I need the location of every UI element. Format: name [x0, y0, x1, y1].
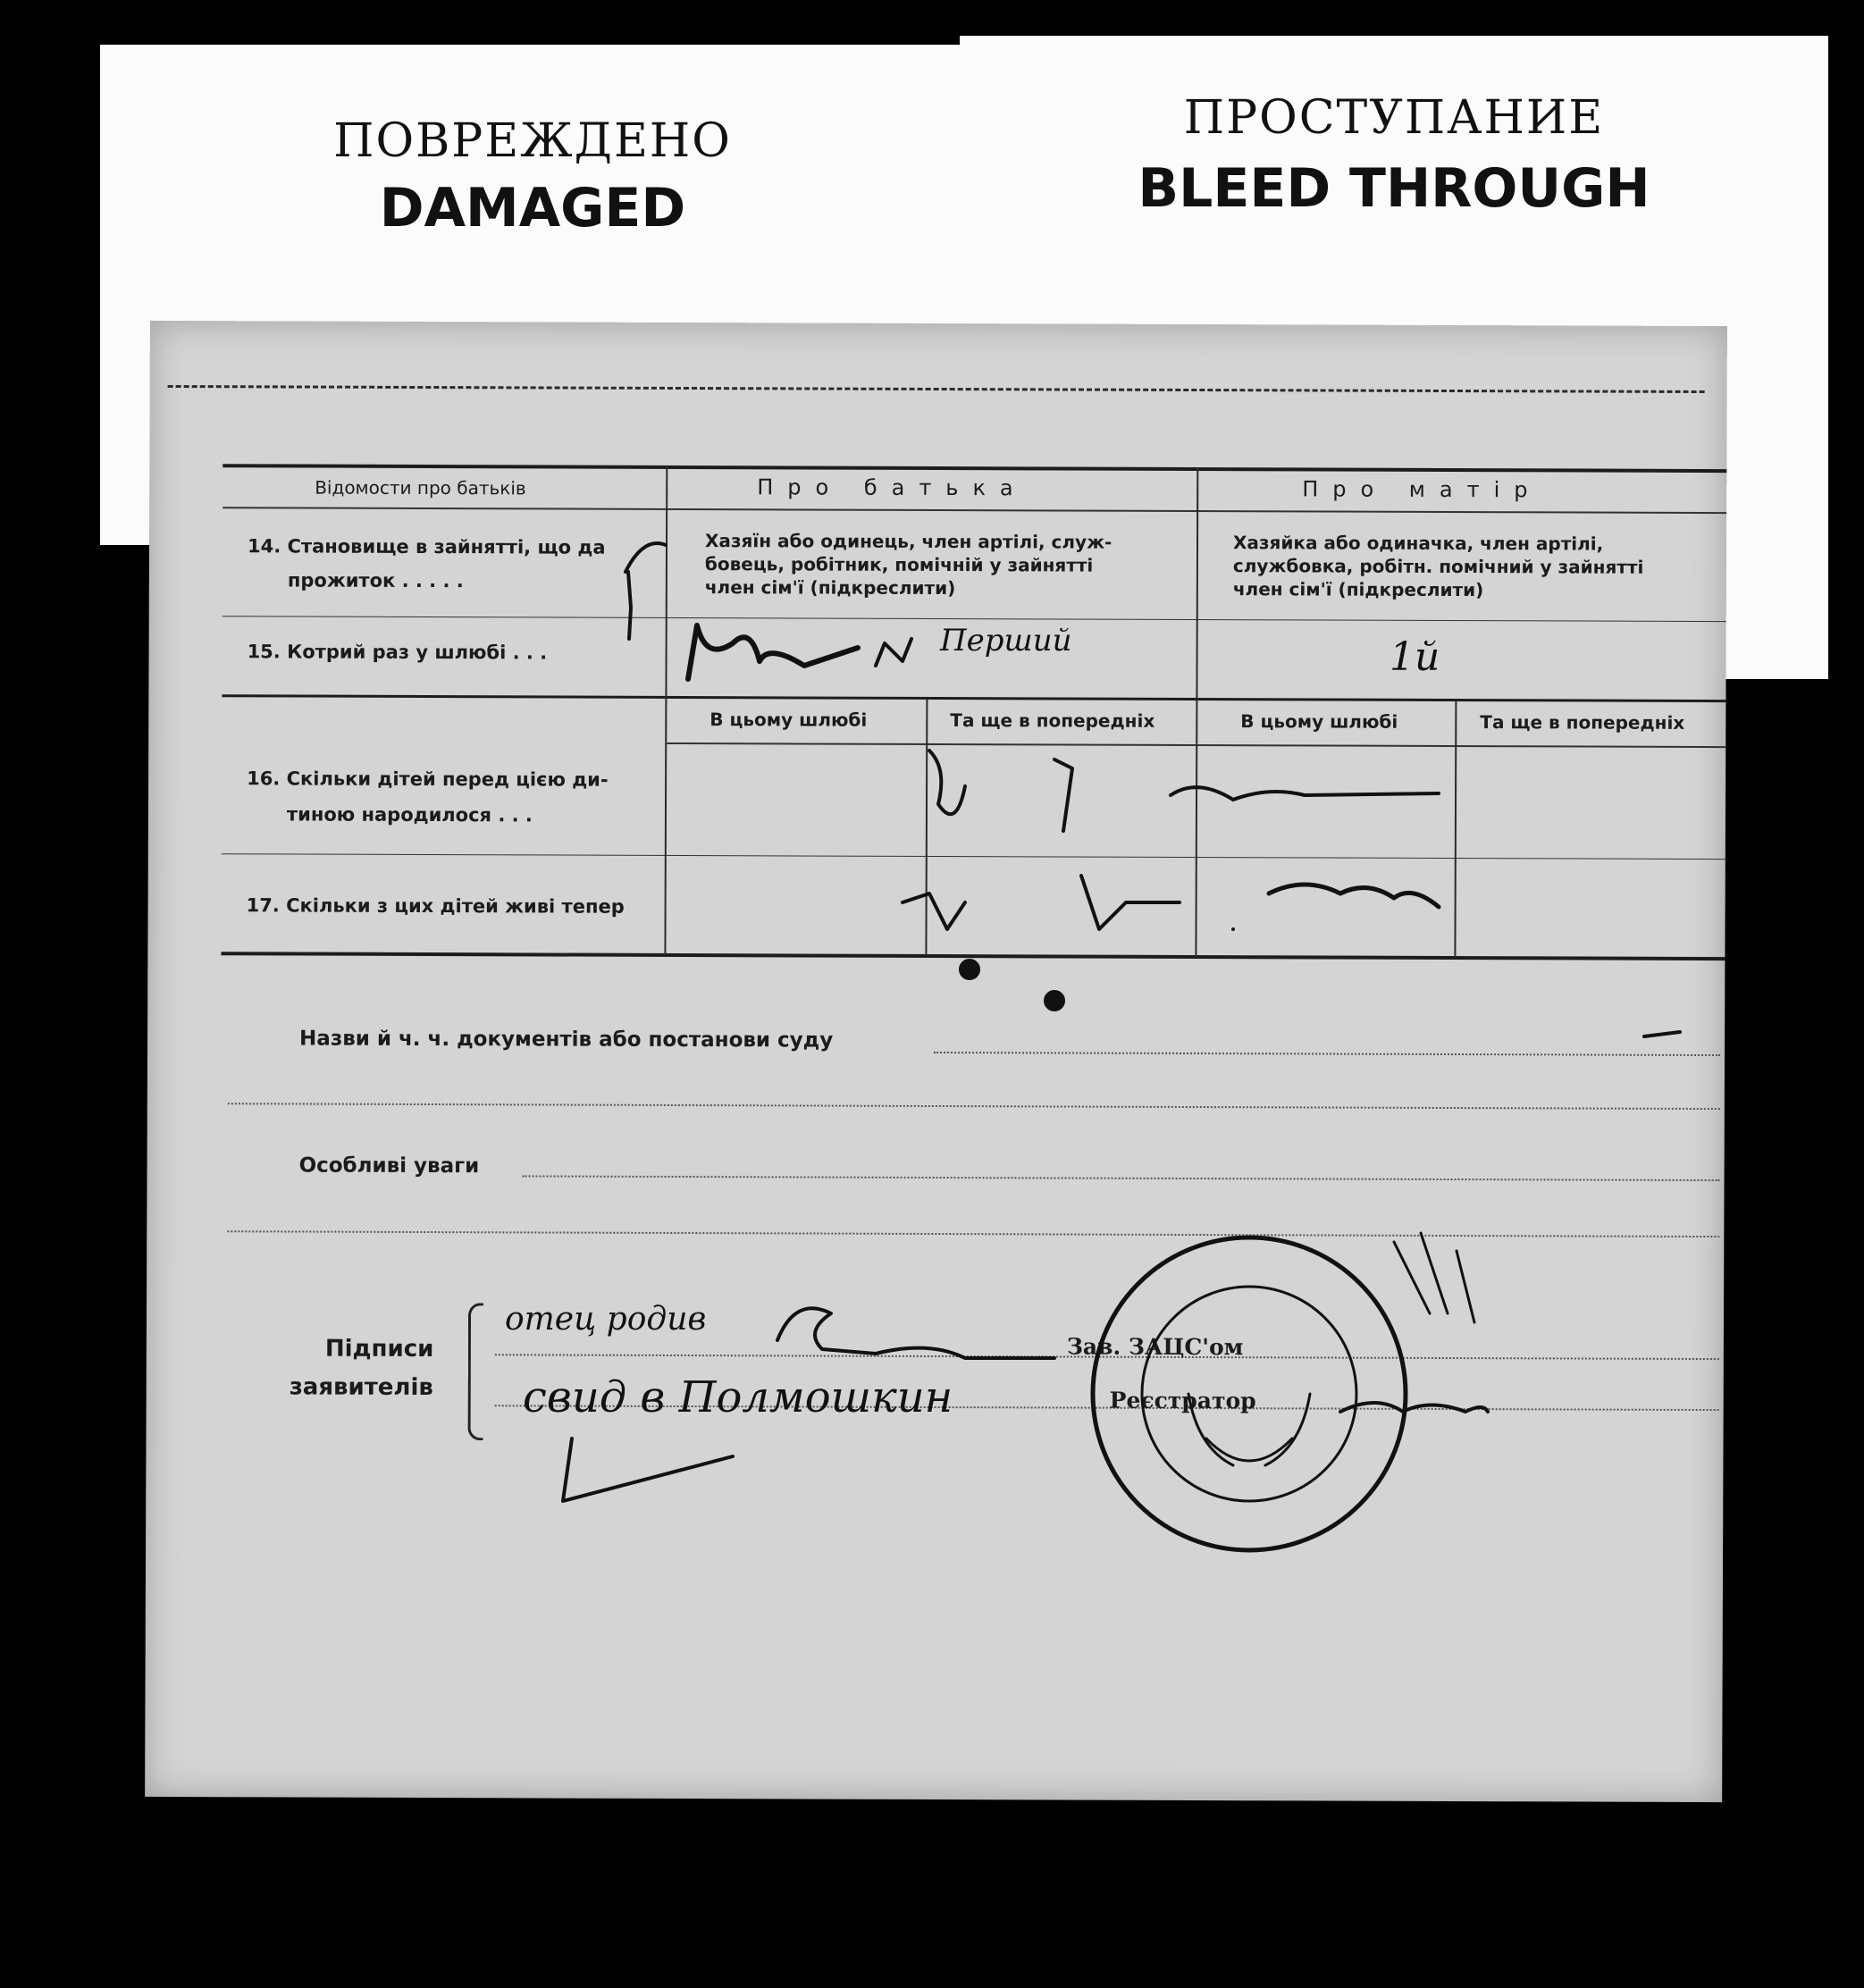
- col-divider-3: [925, 699, 928, 956]
- row14-father-2: бовець, робітник, помічній у зайнятті: [704, 553, 1094, 576]
- documents-label: Назви й ч. ч. документів або постанови суду: [299, 1027, 834, 1053]
- row14-rule: [223, 616, 1726, 622]
- damaged-label-en: DAMAGED: [379, 177, 686, 239]
- remarks-line-2: [227, 1230, 1719, 1237]
- row14-label-2: прожиток . . . . .: [287, 569, 464, 592]
- row15-rule: [222, 694, 1725, 702]
- remarks-label: Особливі уваги: [298, 1153, 480, 1179]
- header-col-father: Про батька: [757, 474, 1028, 501]
- table-bottom-rule: [221, 952, 1725, 960]
- damaged-label-ru: ПОВРЕЖДЕНО: [333, 114, 732, 168]
- registration-form-sheet: [145, 321, 1727, 1802]
- subheader-mother-prev: Та ще в попередніх: [1480, 711, 1685, 734]
- row14-mother-3: член сім'ї (підкреслити): [1232, 578, 1484, 601]
- documents-line-2: [228, 1103, 1720, 1110]
- signature-hw-1: отец родив: [505, 1301, 707, 1338]
- row14-mother-1: Хазяйка або одиначка, член артілі,: [1232, 532, 1604, 555]
- col-divider-2: [1195, 467, 1198, 957]
- row14-label-1: 14. Становище в зайнятті, що да: [247, 535, 606, 558]
- row16-label-2: тиною народилося . . .: [286, 803, 533, 826]
- row17-label: 17. Скільки з цих дітей живі тепер: [246, 894, 625, 918]
- signature-hw-2: свид в Полмошкин: [523, 1372, 953, 1422]
- remarks-line-1: [523, 1175, 1720, 1181]
- head-registry-label: Зав. ЗАЦС'ом: [1066, 1333, 1244, 1361]
- bleed-through-label-en: BLEED THROUGH: [1138, 157, 1650, 220]
- row16-label-1: 16. Скільки дітей перед цією ди-: [247, 768, 609, 791]
- row15-label: 15. Котрий раз у шлюбі . . .: [247, 641, 548, 664]
- row14-father-3: член сім'ї (підкреслити): [704, 576, 956, 600]
- row15-mother-hw-text: 1й: [1390, 634, 1440, 680]
- bleed-through-label-ru: ПРОСТУПАНИЕ: [1183, 91, 1605, 145]
- registrar-label: Реєстратор: [1109, 1387, 1256, 1414]
- header-rule: [223, 507, 1726, 514]
- subheader-father-prev: Та ще в попередніх: [950, 709, 1155, 732]
- signatures-label-2: заявителів: [289, 1373, 433, 1402]
- col-divider-4: [1454, 700, 1457, 958]
- header-col-parents: Відомости про батьків: [315, 476, 526, 499]
- row16-rule: [222, 853, 1725, 860]
- row14-father-1: Хазяїн або одинець, член артілі, служ-: [704, 530, 1113, 553]
- signatures-label-1: Підписи: [324, 1335, 434, 1363]
- signature-line-2: [495, 1405, 1719, 1411]
- row14-mother-2: службовка, робітн. помічний у зайнятті: [1232, 555, 1644, 578]
- documents-line-1: [934, 1052, 1720, 1056]
- subheader-mother-this: В цьому шлюбі: [1240, 710, 1398, 733]
- subheader-father-this: В цьому шлюбі: [709, 709, 868, 731]
- col-divider-1: [664, 466, 668, 955]
- header-col-mother: Про матір: [1302, 476, 1542, 503]
- table-top-rule: [223, 464, 1726, 473]
- signatures-brace: [468, 1303, 484, 1440]
- perforation-line: [168, 385, 1705, 393]
- row15-father-hw-text: Перший: [940, 623, 1072, 658]
